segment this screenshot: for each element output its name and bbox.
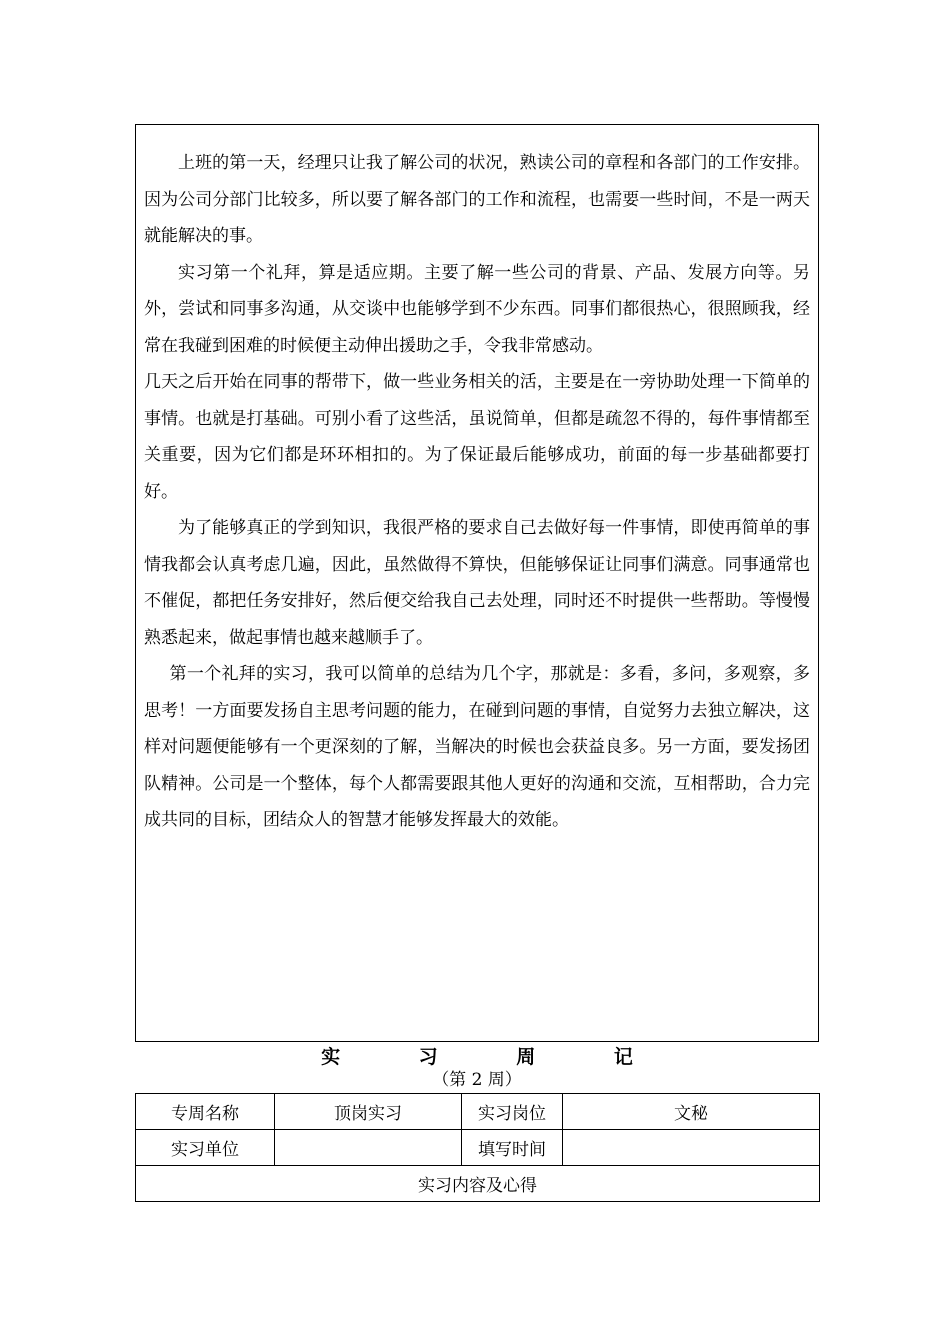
content-header: 实习内容及心得: [136, 1166, 820, 1202]
fill-time-label: 填写时间: [462, 1130, 563, 1166]
journal-content-text: [144, 145, 810, 839]
paragraph-4: 为了能够真正的学到知识，我很严格的要求自己去做好每一件事情，即使再简单的事情我都会认真考虑几遍，因此，虽然做得不算快，但能够保证让同事们满意。同事通常也不催促，都把任务安排好，然后便交给我自己去处理，同时还不时提供一些帮助。等慢慢熟悉起来，做起事情也越来越顺手了。: [144, 518, 810, 648]
position-value: 文秘: [563, 1094, 820, 1130]
week-label: （第 2 周）: [432, 1070, 522, 1090]
position-label: 实习岗位: [462, 1094, 563, 1130]
table-row: [136, 1094, 820, 1130]
journal-title: 实 习 周 记: [321, 1046, 669, 1068]
unit-label: 实习单位: [136, 1130, 275, 1166]
paragraph-1: 上班的第一天，经理只让我了解公司的状况，熟读公司的章程和各部门的工作安排。因为公司分部门比较多，所以要了解各部门的工作和流程，也需要一些时间，不是一两天就能解决的事。: [144, 153, 810, 246]
paragraph-3: 几天之后开始在同事的帮带下，做一些业务相关的活，主要是在一旁协助处理一下简单的事情。也就是打基础。可别小看了这些活，虽说简单，但都是疏忽不得的，每件事情都至关重要，因为它们都是环环相扣的。为了保证最后能够成功，前面的每一步基础都要打好。: [144, 372, 810, 502]
unit-value: [275, 1130, 462, 1166]
journal-content-box: [135, 124, 819, 1042]
paragraph-2: 实习第一个礼拜，算是适应期。主要了解一些公司的背景、产品、发展方向等。另外，尝试和同事多沟通，从交谈中也能够学到不少东西。同事们都很热心，很照顾我，经常在我碰到困难的时候便主动伸出援助之手，令我非常感动。: [144, 262, 810, 356]
paragraph-5: 第一个礼拜的实习，我可以简单的总结为几个字，那就是：多看，多问，多观察，多思考！一方面要发扬自主思考问题的能力，在碰到问题的事情，自觉努力去独立解决，这样对问题便能够有一个更深刻的了解，当解决的时候也会获益良多。另一方面，要发扬团队精神。公司是一个整体，每个人都需要跟其他人更好的沟通和交流，互相帮助，合力完成共同的目标，团结众人的智慧才能够发挥最大的效能。: [144, 664, 810, 830]
week-name-label: 专周名称: [136, 1094, 275, 1130]
fill-time-value: [563, 1130, 820, 1166]
journal-info-table: [135, 1093, 820, 1202]
table-row: [136, 1166, 820, 1202]
table-row: [136, 1130, 820, 1166]
week-name-value: 顶岗实习: [275, 1094, 462, 1130]
